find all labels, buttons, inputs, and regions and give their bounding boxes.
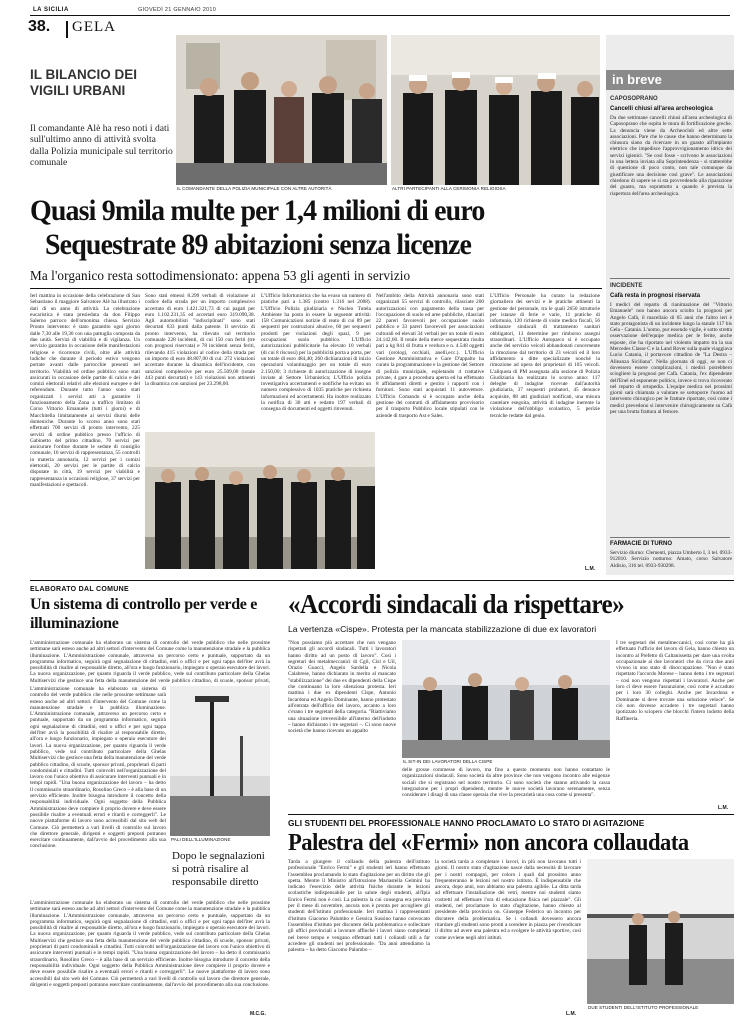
verde-text-top: L'amministrazione comunale ha elaborato un sistema di controllo del verde pubblico che nelle prossime settimane sarà esteso anche ad altri settori d'intervento del Comune come la manutenzione stradale e la pubblica illuminazione. L'Amministrazione comunale, attraverso un percorso certo e puntuale, supportato da un programma informatico, seguirà ogni segnalazione di cittadini, enti o uffici e per ogni tappa dell'iter avrà la possibilità di risalire al responsabile diretto, all'ora e luogo funzionario, impiegato o operaio esecutore dei lavori. La nuova organizzazione, per quanto riguarda il verde pubblico, vede sul contributo particolare della Ghelas Multiservizi che gestisce una fetta della manutenzione del verde pubblico cittadino, di scuole, sponsor privati, [30, 640, 270, 684]
photo-lamps-image [170, 686, 270, 836]
brevi-loc2: INCIDENTE [610, 283, 643, 289]
accordi-text2: delle grosse commesse di lavoro, ma fino a questo momento non hanno contattato le organizzazioni sindacali. Sono società da altre province che non vengono incontro alle esigenze sociali che si registrano nel nostro territorio. Ci sono società che stanno attivando la cassa integrazione per i propri dipendenti, mentre le nuove società lavorano serenamente, senza considerare i disagi di una classe operaia che vive la precarietà una cosa come si presenta". [402, 767, 610, 799]
section-name: GELA [72, 19, 116, 35]
page-number: 38. [28, 18, 51, 35]
header-rule [30, 15, 730, 16]
headline-line1: Quasi 9mila multe per 1,4 milioni di euro [30, 194, 485, 227]
middle-rule [30, 580, 734, 581]
brevi-text2: I medici del reparto di rianimazione del "Vittorio Emanuele" non hanno ancora sciolto la prognosi per Angelo Cafà, il macellaio di 65 anni che l'altro ieri è stato protagonista di un incidente lungo la statale 117 bis Gela - Catania. L'uomo, pur essendo vigile, è sotto stretta osservazione dell'equipe medica per le ferite, anche esposte, che ha riportato nel violento impatto tra la sua Mercedes Classe C e la Land Rover sulla quale viaggiava Lucio Catania, il portavoce cittadino de "La Destra – Alleanza Siciliana". Nella giornata di oggi, se non ci dovessero essere complicazioni, i medici potrebbero sciogliere la prognosi per Cafà. Catania, l'ex dipendente dell'Enel ed esponente politico, invece si trova ricoverato nel reparto di ortopedia. L'equipe medica nei prossimi giorni sarà chiamata a valutare se sottoporre l'uomo ad intervento chirurgico per le fratture riportate, così come i medici prevedono si intervenire chirurgicamente su Cafà per una brutta frattura al femore. [610, 302, 732, 416]
verde-title: Un sistema di controllo per verde e illuminazione [30, 596, 258, 632]
photo-agents [145, 432, 375, 569]
fermi-caption: DUE STUDENTI DELL'ISTITUTO PROFESSIONALE [588, 1005, 699, 1010]
top-col2: Sono stati emessi 8.299 verbali di violazione al codice della strada per un importo complessivo accertato di euro 1.421.321,73 di cui pagati per euro 1.102.231,35 ed accertati euro 319.090,38. Agli automobilisti "indisciplinati" sono stati decurtati 633 punti dalla patente. Il servizio di pronto intervento, ha rilevato sul territorio comunale 228 incidenti, di cui 150 con feriti (tre con prognosi riservata) e 78 incidenti senza feriti, rilevando 415 violazioni al codice della strada per un importo di euro 48.807,00 di cui: 272 violazioni accertate durante la dinamica dell'incidente, con sanzioni complessive per euro 25.509,00 (totale 443 punti decurtati) e 143 violazioni non attinenti la dinamica con sanzioni per 23.298,00. [145, 293, 255, 388]
photo-ceremony-image [391, 35, 600, 185]
verde-caption: PALI DELL'ILLUMINAZIONE [171, 837, 231, 842]
brevi-text1: Da due settimane cancelli chiusi all'area archeologica di Caposoprano che ospita le mura di fortificazione greche. La denuncia viene da Archeoclub ed altre sette associazioni. Pare che le cause che hanno determinato la chiusura siano da ricercare in un guasto all'impianto elettrico che impedisce l'approvvigionamento idrico dei servizi igienici. "Se così fosse - scrivono le associazioni in una lettera inviata alla Soprintendenza - si tratterebbe di questione di poco conto, non tale comunque da giustificare una decisione così grave". Le associazioni chiedono di sapere se si sta provvedendo alla riparazione del guasto, ma soprattutto a quando è prevista la riapertura dell'area archeologica. [610, 115, 732, 197]
photo-lamps [170, 686, 270, 836]
accordi-fermi-rule [288, 814, 734, 815]
top-kicker: IL BILANCIO DEI VIGILI URBANI [30, 67, 138, 98]
fermi-text1: Tarda a giungere il collaudo della palestra dell'istituto professionale "Enrico Fermi" e gli studenti ieri hanno effettuato l'assemblea proclamando lo stato d'agitazione per un diritto che gli spetta. Mentre il Ministro all'Istruzione Mariastella Gelmini ha indicato l'esercizio delle attività fisiche durante le lezioni scolastiche indispensabile per la salute degli studenti, all'Ipia Enrico Fermi non è così. La palestra la cui consegna era prevista per il mese di novembre, ancora non è pronta per accogliere gli studenti dell'istituto professionale. Ieri mattina i rappresentanti d'istituto Giacomo Palumbo e Gessica Sussino hanno convocato l'assemblea d'istituto per discutere della problematica e sollecitare gli uffici provinciali a lavorare affinché i lavori siano completati nel breve tempo e vengano effettuati tutti i collaudi utili a far accedere gli studenti nel professionale. "Da anni attendiamo la palestra – ha detto Giacomo Palumbo – [288, 859, 430, 954]
accordi-text1: "Non possiamo più accettare che non vengano rispettati gli accordi sindacali. Tutti i lavoratori hanno diritto ad un posto di lavoro". Così i segretari dei metalmeccanici di Cgil, Cisl e Uil, Orazio Guacci, Angelo Sardella e Nicola Calabrese, hanno dichiarato in merito al mancato "stabilizzazione" dei due ex dipendenti della Cispe che continuano la loro silenziosa protesta. Ieri mattina i due ex dipendenti Cispe, Antonio Incardona ed Angelo Dominante, hanno protestato all'entrata dell'ufficio del lavoro, accanto a loro c'erano i tre segretari della categoria. "Riattiviamo una situazione irreversibile all'interno dell'indotto – hanno dichiarato i tre segretari –. Ci sono nuove società che hanno ricevuto un appalto [288, 640, 396, 735]
top-col4: Nell'ambito della Attività annonaria sono stati organizzati 55 servizi di controllo, rilasciate 200 autorizzazioni con pagamento della tassa per l'occupazione di suolo ed aree pubbliche, rilasciati 22 pareri favorevoli per occupazione suolo pubblico e 33 pareri favorevoli per associazioni culturali ed elevati 34 verbali per un totale di euro 24.142,60. Il totale della merce sequestrata risulta pari a kg 841 di frutta e verdura e n. 4.548 oggetti vari (orologi, occhiali, anelli,ecc.). L'Ufficio Gestione Amministrativa e Gare D'appalto ha curato la programmazione e la gestione del Settore di polizia municipale, espletando 4 trattative private, 4 gare a procedura aperta ed ha effettuato 8 affidamenti diretti e gestito i rapporti con i fornitori. Sono stati acquistati 11 autovetture. L'Ufficio Comando si è occupato anche della gestione dei contratti di affidamento provvisorio per il trasporto Pubblico locale stipulati con le aziende di trasporto Ast e Sales. [376, 293, 484, 419]
accordi-title: «Accordi sindacali da rispettare» [288, 589, 625, 619]
photo-commander-image [176, 35, 387, 185]
masthead-paper: LA SICILIA [33, 7, 69, 13]
photo-students [587, 859, 734, 1004]
photo-cispe-image [402, 640, 610, 758]
photo-commander [176, 35, 387, 185]
caption-ceremony: ALTRI PARTECIPANTI ALLA CERIMONIA RELIGIOSA [392, 186, 506, 191]
verde-text-col: L'amministrazione comunale ha elaborato un sistema di controllo del verde pubblico che nelle prossime settimane sarà esteso anche ad altri settori d'intervento del Comune come la manutenzione stradale e la pubblica illuminazione. L'Amministrazione comunale, attraverso un percorso certo e puntuale, supportato da un programma informatico, seguirà ogni segnalazione di cittadini, enti o uffici e per ogni tappa dell'iter avrà la possibilità di risalire al responsabile diretto, all'ora e luogo funzionario, impiegato o operaio esecutore dei lavori. La nuova organizzazione, per quanto riguarda il verde pubblico, vede sul contributo particolare della Ghelas Multiservizi che gestisce una fetta della manutenzione del verde pubblico cittadino, di scuole, sponsor privati, proprietari di parti condominiali e cittadini. Tutti coinvolti nell'organizzazione del lavoro con l'unico obiettivo di assicurare interventi puntuali e in tempi rapidi. "Una buona organizzazione del lavoro – ha detto il commissario straordinario, Rosolino Greco – è alla base di un servizio efficiente. Inoltre bisogna introdurre il concetto della responsabilità individuale. Ogni soggetto della Pubblica Amministrazione deve compiere il proprio dovere e deve essere possibile risalire a eventuali errori e ritardi e correggerli". Le nuove piattaforme di lavoro sono accessibili dal sito web del Comune. Ciò permetterà a vari livelli di controllo sul lavoro che direttore generale, dirigenti e soggetti preposti potranno esercitare continuamente, dall'avvio del procedimento alla sua conclusione. [30, 686, 166, 850]
fermi-title: Palestra del «Fermi» non ancora collaudata [288, 830, 689, 856]
accordi-caption: IL SIT-IN DEI LAVORATORI DELLA CISPE [403, 759, 493, 764]
headline-subtitle: Ma l'organico resta sottodimensionato: appena 53 gli agenti in servizio [30, 268, 411, 283]
verde-kicker: ELABORATO DAL COMUNE [30, 586, 129, 593]
headline-line2: Sequestrate 89 abitazioni senza licenze [45, 228, 472, 261]
masthead-date: GIOVEDÌ 21 GENNAIO 2010 [138, 7, 217, 13]
top-signature: L.M. [585, 566, 595, 572]
brevi-text3: Servizio diurno: Clementi, piazza Umberto I, 3 tel. 0933-912810. Servizio notturno: Amato, corso Salvatore Aldisio, 316 tel. 0933-930298. [610, 550, 732, 569]
brevi-header [606, 70, 734, 90]
brevi-header-label: in breve [612, 72, 662, 87]
caption-commander: IL COMANDANTE DELLA POLIZIA MUNICIPALE CON ALTRE AUTORITÀ [177, 186, 332, 191]
top-col1: Ieri mattina in occasione della celebrazione di San Sebastiano il maggiore Salvatore Alè ha illustrato i dati di un anno di attività. La celebrazione eucaristica è stata presieduta da don Filippo Salerno parroco dell'omonima chiesa. Servizio Pronto intervento: è stato garantito ogni giorno dalle 7,30 alle 19,30 con una pattuglia composta da due unità. Servizi di viabilità e di vigilanza. Un servizio garantito in occasione delle manifestazioni religiose e ricorrenze civili, oltre alle attività ludiche che durante il periodo estivo vengono portate avanti dalle parrocchie presenti nel territorio. Viabilità ed ordine pubblico sono stati assicurati in occasione delle partite di calcio e dei comizi elettorali relativi alle elezioni europee e del referendum. Durante tutto l'anno sono stati organizzati i servizi atti a garantire il funzionamento della Zona a traffico limitato di Corso Vittorio Emanuele (tutti i giorni) e di Macchitella limitatamente ai servizi diurni delle domeniche. Durante lo scorso anno sono stati effettuati 700 servizi di pronto intervento, 225 servizi di ordine pubblico presso l'ufficio di Gabinetto del primo cittadino, 70 servizi per assicurare l'ordine durante le sedute di consiglio comunale, 10 servizi di rappresentanza, 55 controlli in materia annonaria, 12 servizi per i comizi elettorali, 20 servizi per le partite di calcio disputate in città, 19 servizi per viabilità e rappresentanza in occasioni religiose, 37 servizi per manifestazioni e spettacoli. [30, 293, 140, 488]
accordi-text3: I tre segretari dei metalmeccanici, così come ha già effettuato l'ufficio del lavoro di Gela, hanno chiesto un incontro al Prefetto di Caltanissetta per dare una svolta occupazionale ai due lavoratori che da circa due anni vivono in uno stato di disoccupazione. "Non è stato rispettato l'accordo Morese – hanno detto i tre segretari – così non vengono rispettati i lavoratori. Anche per loro ci deve essere l'assunzione, così come è accaduto per i loro 30 colleghi. Anche per Incardona e Dominante si deve trovare una soluzione veloce". Se ciò non dovesse accadere i tre segretari hanno ipotizzato lo sciopero che blocchi l'intero indotto della Raffineria. [616, 640, 734, 722]
photo-students-image [587, 859, 734, 1004]
fermi-text2: la società tarda a completare i lavori, in più non lavorano tutti i giorni. Il nostro stato d'agitazione nasce dalla necessità di lavorare per i nostri compagni, per coloro i quali dal prossimo anno frequenteranno le lezioni nel nostro istituto. È indispensabile che ancora, dopo anni, non abbiamo una palestra agibile. La ditta tarda ad effettuare l'installazione dei vetri, mentre noi studenti siamo costretti ad effettuare l'ora di educazione fisica nel piazzale". Gli studenti, nel proclamare lo stato d'agitazione, hanno chiesto al presidente della provincia on. Giuseppe Federico un incontro per discutere della problematica. Se i collaudi dovessero ancora ritardare gli studenti sono pronti a scendere in piazza per rivendicare il diritto ad avere una palestra ed a svolgere le attività sportive, così come avviene negli altri istituti. [435, 859, 581, 941]
top-col3: L'Ufficio Infortunistica che ha evaso un numero di pratiche pari a 1.385 (contro 1.316 nel 2008). L'Ufficio Polizia giudiziaria e Nucleo Tutela Ambiente ha posto in essere la seguente attività: 158 Comunicazioni notizie di reato di cui 89 per sequestri per costruzioni abusive, 60 per sequestri prodotti per violazioni degli spazi, 9 per occupazioni suolo pubblico. L'Ufficio autorizzazioni pubblicitarie ha elevato 10 verbali (di cui 8 riscossi) per la pubblicità porta a porta, per un totale di euro 484,40; 260 dichiarazioni di inizio operazioni volantinaggio per un totale di euro 2.150,00; 3 richieste di autorizzazione di insegne inviate al Settore Urbanistica; L'Ufficio polizia investigativa accertamenti e notifiche ha evitato un numero complessivo di 1035 pratiche per richiesta informazioni ed accertamenti. Ha inoltre realizzato la notifica di 30 atti e redatto 197 verbali di consegna di documenti ed oggetti rinvenuti. [261, 293, 371, 413]
fermi-kicker: GLI STUDENTI DEL PROFESSIONALE HANNO PROCLAMATO LO STATO DI AGITAZIONE [288, 818, 645, 828]
top-intro: Il comandante Alè ha reso noti i dati sull'ultimo anno di attività svolta dalla Polizia municipale sul territorio comunale [30, 123, 173, 169]
photo-cispe [402, 640, 610, 758]
brevi-head2: Cafà resta in prognosi riservata [610, 293, 701, 299]
fermi-signature: L.M. [566, 1011, 576, 1017]
verde-callout: Dopo le segnalazioni si potrà risalire al responsabile diretto [172, 850, 265, 888]
photo-agents-image [145, 432, 375, 569]
section-divider [66, 21, 68, 38]
photo-ceremony [391, 35, 600, 185]
subtitle-rule [30, 288, 602, 289]
brevi-rule2 [610, 537, 730, 538]
brevi-head1: Cancelli chiusi all'area archeologica [610, 106, 713, 112]
verde-signature: M.C.G. [250, 1011, 266, 1017]
accordi-subtitle: La vertenza «Cispe». Protesta per la mancata stabilizzazione di due ex lavoratori [288, 624, 597, 634]
verde-text-col2: L'amministrazione comunale ha elaborato un sistema di controllo del verde pubblico che nelle prossime settimane sarà esteso anche ad altri settori d'intervento del Comune come la manutenzione stradale e la pubblica illuminazione. L'Amministrazione comunale, attraverso un percorso certo e puntuale, supportato da un programma informatico, seguirà ogni segnalazione di cittadini, enti o uffici e per ogni tappa dell'iter avrà la possibilità di risalire al responsabile diretto, all'ora e luogo funzionario, impiegato o operaio esecutore dei lavori. La nuova organizzazione, per quanto riguarda il verde pubblico, vede sul contributo particolare della Ghelas Multiservizi che gestisce una fetta della manutenzione del verde pubblico cittadino, di scuole, sponsor privati, proprietari di parti condominiali e cittadini. Tutti coinvolti nell'organizzazione del lavoro con l'unico obiettivo di assicurare interventi puntuali e in tempi rapidi. "Una buona organizzazione del lavoro – ha detto il commissario straordinario, Rosolino Greco – è alla base di un servizio efficiente. Inoltre bisogna introdurre il concetto della responsabilità individuale. Ogni soggetto della Pubblica Amministrazione deve compiere il proprio dovere e deve essere possibile risalire a eventuali errori e ritardi e correggerli". Le nuove piattaforme di lavoro sono accessibili dal sito web del Comune. Ciò permetterà a vari livelli di controllo sul lavoro che direttore generale, dirigenti e soggetti preposti potranno esercitare continuamente, dall'avvio del procedimento alla sua conclusione. [30, 900, 270, 988]
brevi-head3: FARMACIE DI TURNO [610, 541, 672, 547]
top-col5: L'Ufficio Personale ha curato la redazione giornaliera dei servizi e le pratiche attinenti la gestione del personale, tra le quali 2650 istruttorie per istanze di ferie e varie, 11 pratiche di infortunio, 120 richieste di visite medico fiscali, 56 ordinanze sindacali di trattamento sanitari obbligatori, 13 determine per rimborso assegni straordinari. L'Ufficio Autoparco si è occupato anche del servizio veicoli abbandonati concernente la rimozione dal territorio di 23 veicoli ed il loro affidamento a ditte specializzate nonché la rimozione ad opera dei proprietari di 105 veicoli. L'aliquota di PM assegnata alla sezione di Polizia Giudiziaria ha realizzato lo scorso anno: 117 deleghe di indagine ricevute dall'autorità giudiziaria, 37 sequestri probatori, 45 denunce acquisite, 88 atti giudiziari notificati, una misura cautelare eseguita, attività di indagine inerente la violazione dell'obbligo scolastico, 5 perizie tecniche redatte dal genio. [490, 293, 600, 419]
brevi-rule1 [610, 278, 730, 279]
accordi-signature: L.M. [718, 805, 728, 811]
brevi-loc1: CAPOSOPRANO [610, 96, 658, 102]
